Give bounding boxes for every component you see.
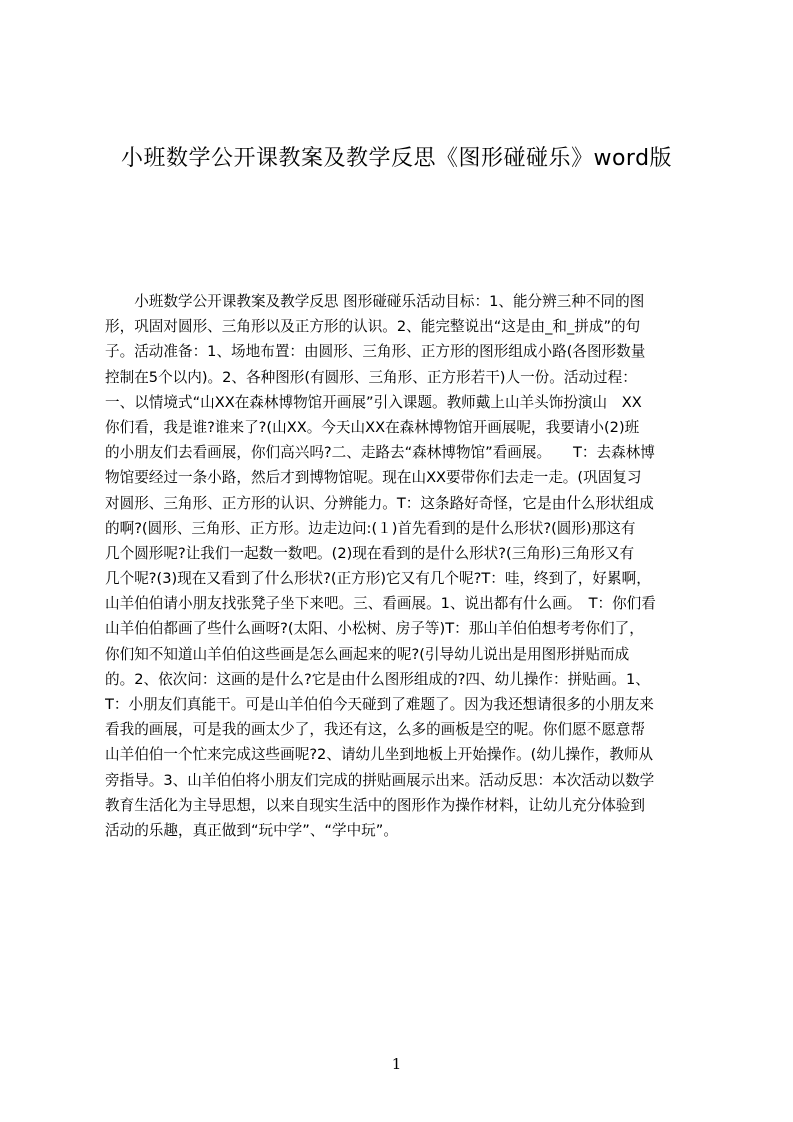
body-line: 控制在5个以内)。2、各种图形(有圆形、三角形、正方形若干)人一份。活动过程： (105, 368, 637, 386)
body-line: 几个呢?(3)现在又看到了什么形状?(正方形)它又有几个呢?T：哇，终到了，好累啊， (105, 570, 651, 588)
body-line: 的啊?(圆形、三角形、正方形。边走边问:(１)首先看到的是什么形状?(圆形)那这有 (105, 519, 636, 537)
body-line: 的。2、依次问：这画的是什么?它是由什么图形组成的?四、幼儿操作：拼贴画。1、 (105, 670, 650, 688)
body-line: 子。活动准备：1、场地布置：由圆形、三角形、正方形的图形组成小路(各图形数量 (105, 343, 646, 361)
body-line: 几个圆形呢?让我们一起数一数吧。(2)现在看到的是什么形状?(三角形)三角形又有 (105, 544, 635, 562)
body-line: 山羊伯伯请小朋友找张凳子坐下来吧。三、看画展。1、说出都有什么画。 T：你们看 (105, 595, 656, 613)
body-line: 你们看，我是谁?谁来了?(山XX。今天山XX在森林博物馆开画展呢，我要请小(2)班 (105, 418, 640, 436)
page-number: 1 (391, 1055, 402, 1073)
body-line: 看我的画展，可是我的画太少了，我还有这，么多的画板是空的呢。你们愿不愿意帮 (105, 721, 645, 739)
body-line: 形，巩固对圆形、三角形以及正方形的认识。2、能完整说出“这是由_和_拼成”的句 (105, 318, 641, 336)
body-line: 山羊伯伯一个忙来完成这些画呢?2、请幼儿坐到地板上开始操作。(幼儿操作，教师从 (105, 746, 654, 764)
document-body (105, 289, 697, 843)
body-line: 旁指导。3、山羊伯伯将小朋友们完成的拼贴画展示出来。活动反思：本次活动以数学 (105, 771, 655, 789)
body-line: 的小朋友们去看画展，你们高兴吗?二、走路去“森林博物馆”看画展。 T：去森林博 (105, 444, 655, 462)
body-line: 物馆要经过一条小路，然后才到博物馆呢。现在山XX要带你们去走一走。(巩固复习 (105, 469, 642, 487)
document-title: 小班数学公开课教案及教学反思《图形碰碰乐》word版 (120, 146, 673, 171)
body-line: 你们知不知道山羊伯伯这些画是怎么画起来的呢?(引导幼儿说出是用图形拼贴而成 (105, 645, 630, 663)
body-line: 小班数学公开课教案及教学反思 图形碰碰乐活动目标：1、能分辨三种不同的图 (105, 293, 645, 310)
body-line: 教育生活化为主导思想，以来自现实生活中的图形作为操作材料，让幼儿充分体验到 (105, 796, 645, 814)
body-line: 一、以情境式“山XX在森林博物馆开画展”引入课题。教师戴上山羊头饰扮演山 XX (105, 393, 642, 411)
body-line: 活动的乐趣，真正做到“玩中学”、“学中玩”。 (105, 821, 398, 839)
body-line: 对圆形、三角形、正方形的认识、分辨能力。T：这条路好奇怪，它是由什么形状组成 (105, 494, 654, 512)
body-line: 山羊伯伯都画了些什么画呀?(太阳、小松树、房子等)T：那山羊伯伯想考考你们了， (105, 620, 644, 638)
body-line: T：小朋友们真能干。可是山羊伯伯今天碰到了难题了。因为我还想请很多的小朋友来 (105, 696, 654, 713)
